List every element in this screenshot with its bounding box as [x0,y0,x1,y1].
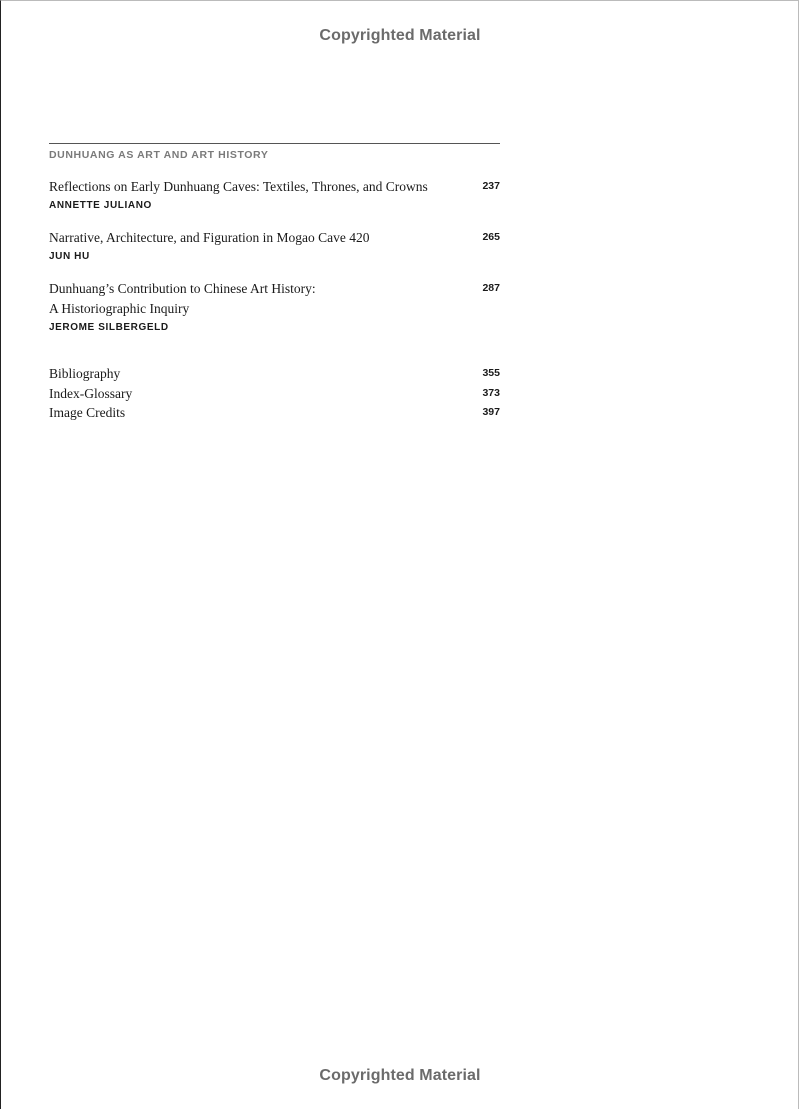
section-rule [49,143,500,144]
entry-title-line-2: A Historiographic Inquiry [49,301,190,316]
backmatter-label: Bibliography [49,366,121,381]
backmatter-page-number: 355 [482,367,500,379]
backmatter-page-number: 373 [482,386,500,399]
entry-title: Narrative, Architecture, and Figuration in Mogao Cave 420 [49,230,370,245]
backmatter-list [49,364,500,423]
entry-page-number: 287 [482,282,500,294]
toc-entry[interactable] [49,228,500,263]
backmatter-label: Image Credits [49,405,126,421]
backmatter-page-number: 397 [482,406,500,419]
entry-author: JEROME SILBERGELD [49,322,169,333]
entry-page-number: 237 [482,180,500,192]
section-heading: DUNHUANG AS ART AND ART HISTORY [49,149,269,161]
entry-author: JUN HU [49,251,90,262]
backmatter-label: Index-Glossary [49,385,133,401]
entry-author: ANNETTE JULIANO [49,200,152,211]
backmatter-item[interactable] [49,364,500,384]
toc-entry[interactable] [49,279,500,334]
copyright-watermark-bottom: Copyrighted Material [319,1067,481,1084]
backmatter-item[interactable] [49,384,500,404]
toc-entry[interactable] [49,177,500,212]
entry-title: Reflections on Early Dunhuang Caves: Textiles, Thrones, and Crowns [49,179,428,194]
copyright-watermark-top: Copyrighted Material [319,27,481,44]
backmatter-item[interactable] [49,403,500,423]
table-of-contents [49,143,500,423]
entry-title-line-1: Dunhuang’s Contribution to Chinese Art History: [49,281,316,296]
entry-page-number: 265 [482,231,500,243]
